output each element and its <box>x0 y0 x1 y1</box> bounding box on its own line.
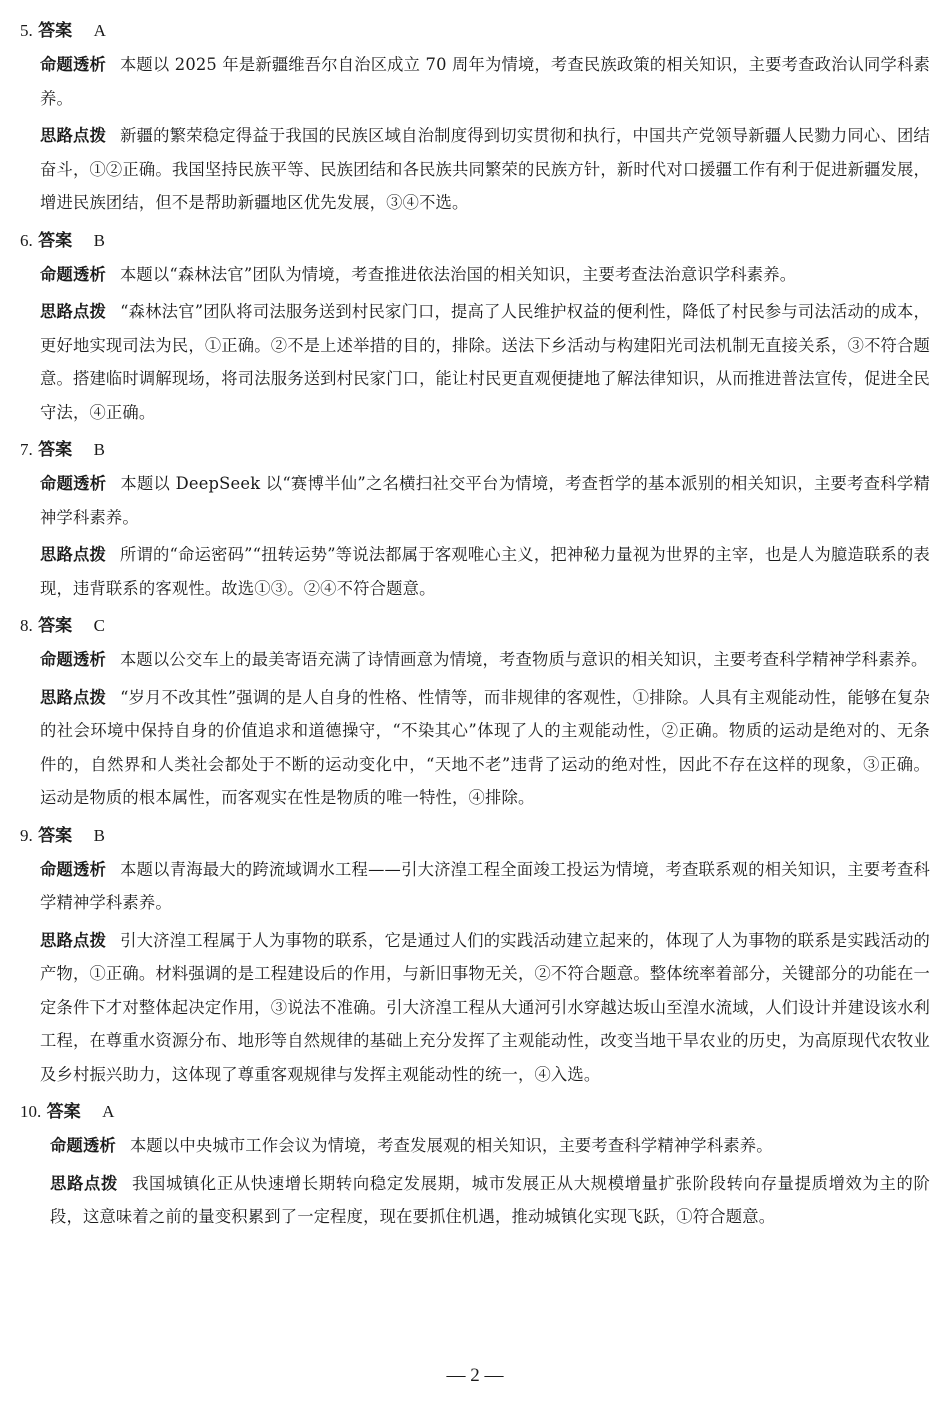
analysis-paragraph <box>50 1129 930 1163</box>
hint-paragraph <box>40 538 930 605</box>
question-header <box>20 224 930 258</box>
question-header <box>20 609 930 643</box>
answer-label: 答案 <box>38 21 73 41</box>
hint-label: 思路点拨 <box>40 545 107 564</box>
hint-paragraph <box>40 681 930 815</box>
question-number: 5. <box>20 21 33 40</box>
hint-label: 思路点拨 <box>40 126 107 145</box>
answer-label: 答案 <box>38 616 73 636</box>
question-header <box>20 1095 930 1129</box>
question-number: 7. <box>20 440 33 459</box>
analysis-paragraph <box>40 853 930 920</box>
question-number: 8. <box>20 616 33 635</box>
page-number: — 2 — <box>446 1365 504 1386</box>
analysis-label: 命题透析 <box>40 264 106 284</box>
analysis-paragraph <box>40 258 930 292</box>
hint-paragraph <box>40 295 930 429</box>
answer-value: B <box>93 825 105 845</box>
question-7 <box>20 433 930 605</box>
answer-value: C <box>93 616 105 635</box>
hint-text: 新疆的繁荣稳定得益于我国的民族区域自治制度得到切实贯彻和执行，中国共产党领导新疆人民勠力同心、团结奋斗，①②正确。我国坚持民族平等、民族团结和各民族共同繁荣的民族方针，新时代对口援疆工作有利于促进新疆发展，增进民族团结，但不是帮助新疆地区优先发展，③④不选。 <box>40 126 930 212</box>
answer-label: 答案 <box>38 440 73 460</box>
analysis-label: 命题透析 <box>50 1136 116 1155</box>
question-number: 10. <box>20 1102 42 1121</box>
hint-label: 思路点拨 <box>40 930 107 950</box>
question-header <box>20 819 930 853</box>
analysis-text: 本题以中央城市工作会议为情境，考查发展观的相关知识，主要考查科学精神学科素养。 <box>129 1136 773 1155</box>
answer-value: B <box>93 440 105 459</box>
answer-label: 答案 <box>38 230 73 251</box>
analysis-label: 命题透析 <box>40 55 106 74</box>
question-header <box>20 433 930 467</box>
analysis-text: 本题以青海最大的跨流域调水工程——引大济湟工程全面竣工投运为情境，考查联系观的相关知识，主要考查科学精神学科素养。 <box>40 859 930 912</box>
analysis-label: 命题透析 <box>40 859 107 879</box>
analysis-paragraph <box>40 467 930 534</box>
answer-value: B <box>93 230 105 250</box>
hint-label: 思路点拨 <box>40 687 107 707</box>
answer-value: A <box>93 21 106 40</box>
analysis-text: 本题以 DeepSeek 以“赛博半仙”之名横扫社交平台为情境，考查哲学的基本派别的相关知识，主要考查科学精神学科素养。 <box>40 474 930 527</box>
hint-paragraph <box>40 924 930 1092</box>
analysis-text: 本题以 2025 年是新疆维吾尔自治区成立 70 周年为情境，考查民族政策的相关知识，主要考查政治认同学科素养。 <box>40 55 930 108</box>
question-number: 6. <box>20 230 33 250</box>
question-5 <box>20 14 930 220</box>
analysis-label: 命题透析 <box>40 474 107 493</box>
analysis-label: 命题透析 <box>40 650 106 669</box>
hint-paragraph <box>50 1167 930 1234</box>
analysis-text: 本题以公交车上的最美寄语充满了诗情画意为情境，考查物质与意识的相关知识，主要考查科学精神学科素养。 <box>119 650 928 669</box>
analysis-paragraph <box>40 48 930 115</box>
analysis-text: 本题以“森林法官”团队为情境，考查推进依法治国的相关知识，主要考查法治意识学科素养。 <box>119 264 797 284</box>
question-6 <box>20 224 930 430</box>
question-8 <box>20 609 930 815</box>
question-9 <box>20 819 930 1092</box>
hint-label: 思路点拨 <box>40 302 107 321</box>
hint-text: 所谓的“命运密码”“扭转运势”等说法都属于客观唯心主义，把神秘力量视为世界的主宰，也是人为臆造联系的表现，违背联系的客观性。故选①③。②④不符合题意。 <box>40 545 930 598</box>
hint-label: 思路点拨 <box>50 1173 118 1193</box>
question-number: 9. <box>20 825 33 845</box>
hint-text: 我国城镇化正从快速增长期转向稳定发展期，城市发展正从大规模增量扩张阶段转向存量提质增效为主的阶段，这意味着之前的量变积累到了一定程度，现在要抓住机遇，推动城镇化实现飞跃，①符合题意。 <box>50 1173 930 1226</box>
question-header <box>20 14 930 48</box>
answer-label: 答案 <box>46 1102 81 1122</box>
hint-text: “岁月不改其性”强调的是人自身的性格、性情等，而非规律的客观性，①排除。人具有主观能动性，能够在复杂的社会环境中保持自身的价值追求和道德操守，“不染其心”体现了人的主观能动性，②正确。物质的运动是绝对的、无条件的，自然界和人类社会都处于不断的运动变化中，“天地不老”违背了运动的绝对性，因此不存在这样的现象，③正确。运动是物质的根本属性，而客观实在性是物质的唯一特性，④排除。 <box>40 687 930 807</box>
hint-paragraph <box>40 119 930 220</box>
answer-value: A <box>102 1102 115 1121</box>
answer-label: 答案 <box>38 825 73 846</box>
analysis-paragraph <box>40 643 930 677</box>
hint-text: 引大济湟工程属于人为事物的联系，它是通过人们的实践活动建立起来的，体现了人为事物的联系是实践活动的产物，①正确。材料强调的是工程建设后的作用，与新旧事物无关，②不符合题意。整体统率着部分，关键部分的功能在一定条件下才对整体起决定作用，③说法不准确。引大济湟工程从大通河引水穿越达坂山至湟水流域，人们设计并建设该水利工程，在尊重水资源分布、地形等自然规律的基础上充分发挥了主观能动性，改变当地干旱农业的历史，为高原现代农牧业及乡村振兴助力，这体现了尊重客观规律与发挥主观能动性的统一，④入选。 <box>40 930 930 1084</box>
hint-text: “森林法官”团队将司法服务送到村民家门口，提高了人民维护权益的便利性，降低了村民参与司法活动的成本，更好地实现司法为民，①正确。②不是上述举措的目的，排除。送法下乡活动与构建阳光司法机制无直接关系，③不符合题意。搭建临时调解现场，将司法服务送到村民家门口，能让村民更直观便捷地了解法律知识，从而推进普法宣传，促进全民守法，④正确。 <box>40 302 930 422</box>
question-10 <box>20 1095 930 1234</box>
